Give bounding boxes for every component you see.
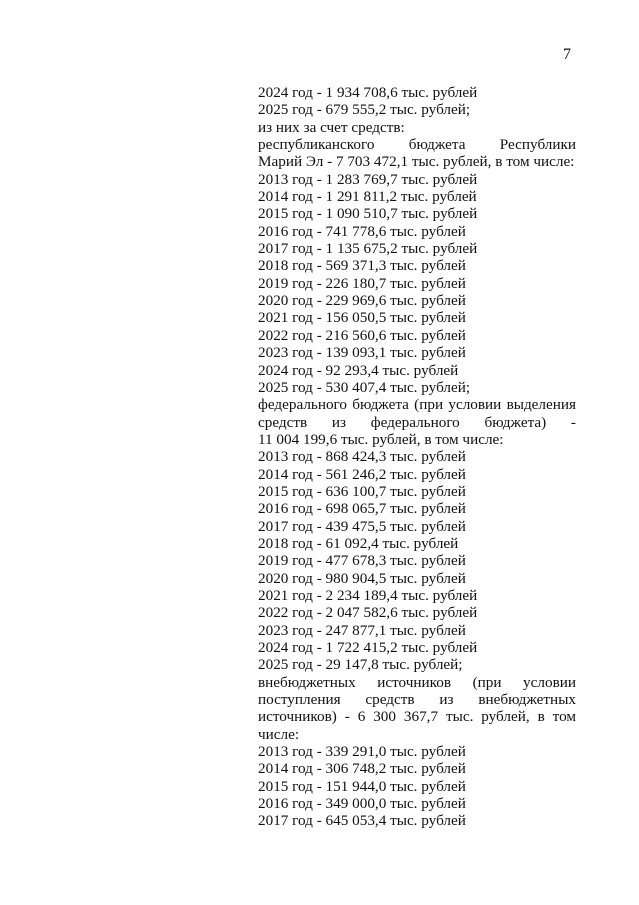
- text-line: из них за счет средств:: [258, 118, 405, 136]
- year-line: 2014 год - 306 748,2 тыс. рублей: [258, 760, 466, 778]
- text-line: 2025 год - 679 555,2 тыс. рублей;: [258, 101, 471, 119]
- year-line: 2014 год - 1 291 811,2 тыс. рублей: [258, 188, 477, 206]
- year-line: 2024 год - 1 722 415,2 тыс. рублей: [258, 639, 478, 656]
- year-line: 2016 год - 741 778,6 тыс. рублей: [258, 222, 466, 240]
- federal-budget-heading: федерального бюджета (при условии выделения: [258, 396, 576, 414]
- extrabudget-heading: источников) - 6 300 367,7 тыс. рублей, в том: [258, 708, 576, 726]
- year-line: 2015 год - 151 944,0 тыс. рублей: [258, 777, 466, 795]
- year-line: 2024 год - 92 293,4 тыс. рублей: [258, 361, 459, 379]
- year-line: 2022 год - 216 560,6 тыс. рублей: [258, 326, 466, 344]
- year-line: 2013 год - 1 283 769,7 тыс. рублей: [258, 170, 478, 188]
- year-line: 2021 год - 156 050,5 тыс. рублей: [258, 309, 466, 327]
- year-line: 2020 год - 229 969,6 тыс. рублей: [258, 292, 466, 310]
- extrabudget-heading: поступления средств из внебюджетных: [258, 691, 576, 709]
- year-line: 2019 год - 226 180,7 тыс. рублей: [258, 274, 466, 292]
- year-line: 2023 год - 139 093,1 тыс. рублей: [258, 344, 466, 362]
- federal-budget-total: 11 004 199,6 тыс. рублей, в том числе:: [258, 430, 504, 448]
- year-line: 2015 год - 636 100,7 тыс. рублей: [258, 482, 466, 500]
- text-line: 2024 год - 1 934 708,6 тыс. рублей: [258, 84, 478, 101]
- year-line: 2025 год - 29 147,8 тыс. рублей;: [258, 656, 463, 674]
- republican-budget-total: Марий Эл - 7 703 472,1 тыс. рублей, в том числе:: [258, 153, 575, 171]
- year-line: 2019 год - 477 678,3 тыс. рублей: [258, 552, 466, 570]
- year-line: 2023 год - 247 877,1 тыс. рублей: [258, 621, 466, 639]
- year-line: 2017 год - 645 053,4 тыс. рублей: [258, 812, 466, 830]
- federal-budget-heading: средств из федерального бюджета) -: [258, 413, 576, 431]
- year-line: 2013 год - 339 291,0 тыс. рублей: [258, 743, 466, 761]
- year-line: 2018 год - 569 371,3 тыс. рублей: [258, 257, 466, 275]
- year-line: 2020 год - 980 904,5 тыс. рублей: [258, 569, 466, 587]
- year-line: 2016 год - 698 065,7 тыс. рублей: [258, 500, 466, 518]
- year-line: 2017 год - 439 475,5 тыс. рублей: [258, 517, 466, 535]
- page-number: 7: [563, 46, 571, 63]
- year-line: 2017 год - 1 135 675,2 тыс. рублей: [258, 240, 478, 258]
- year-line: 2021 год - 2 234 189,4 тыс. рублей: [258, 586, 478, 604]
- funding-text: [258, 84, 576, 830]
- year-line: 2016 год - 349 000,0 тыс. рублей: [258, 795, 466, 813]
- year-line: 2018 год - 61 092,4 тыс. рублей: [258, 534, 459, 552]
- year-line: 2025 год - 530 407,4 тыс. рублей;: [258, 378, 471, 396]
- year-line: 2022 год - 2 047 582,6 тыс. рублей: [258, 604, 478, 622]
- extrabudget-heading: числе:: [258, 725, 300, 743]
- year-line: 2014 год - 561 246,2 тыс. рублей: [258, 465, 466, 483]
- republican-budget-heading: республиканского бюджета Республики: [258, 136, 576, 154]
- year-line: 2015 год - 1 090 510,7 тыс. рублей: [258, 205, 478, 223]
- year-line: 2013 год - 868 424,3 тыс. рублей: [258, 448, 466, 466]
- extrabudget-heading: внебюджетных источников (при условии: [258, 673, 576, 691]
